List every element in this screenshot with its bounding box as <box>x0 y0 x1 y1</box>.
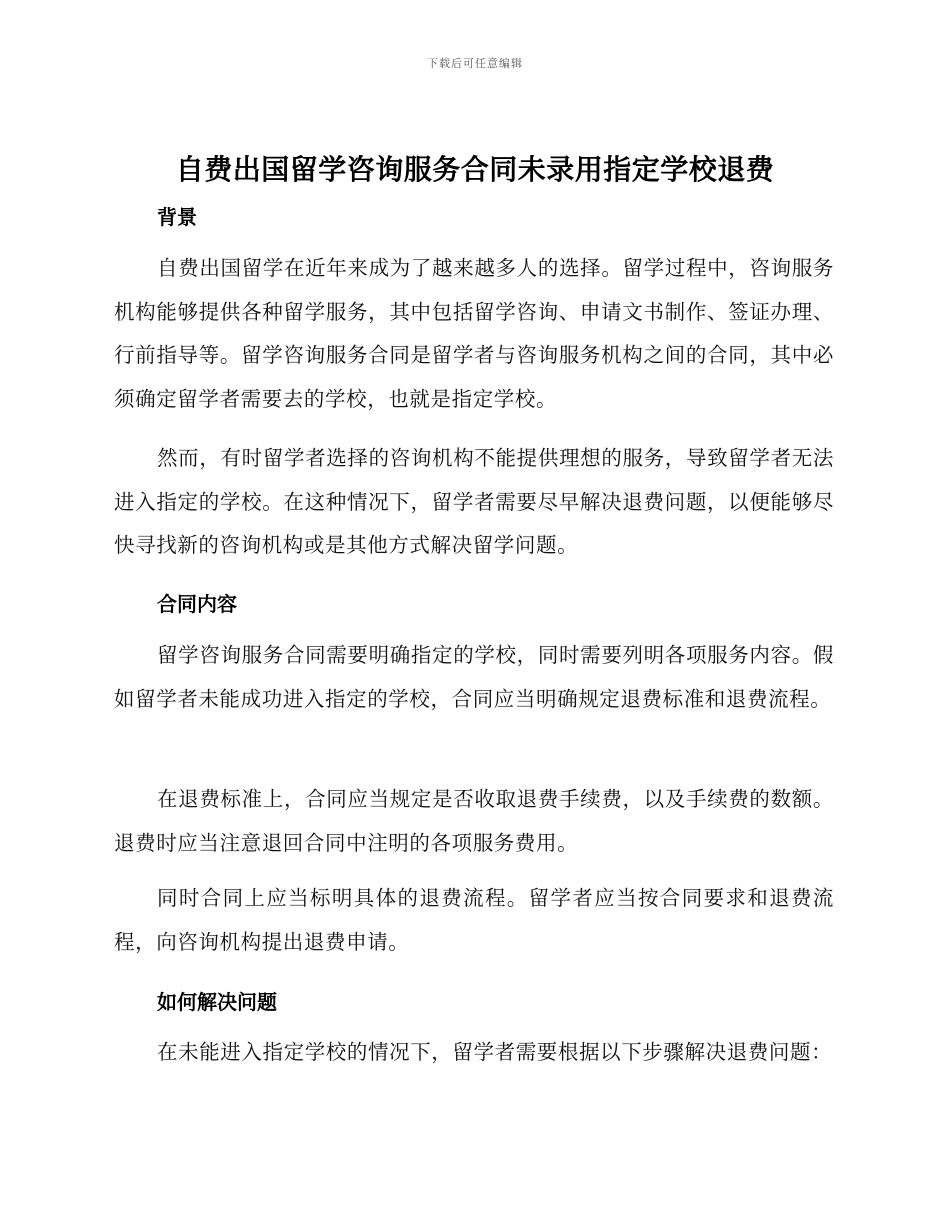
section-heading-contract: 合同内容 <box>157 592 237 616</box>
paragraph-contract-2: 在退费标准上，合同应当规定是否收取退费手续费，以及手续费的数额。退费时应当注意退回合同中注明的各项服务费用。 <box>114 787 834 855</box>
paragraph-background-1: 自费出国留学在近年来成为了越来越多人的选择。留学过程中，咨询服务机构能够提供各种留学服务，其中包括留学咨询、申请文书制作、签证办理、行前指导等。留学咨询服务合同是留学者与咨询服务机构之间的合同，其中必须确定留学者需要去的学校，也就是指定学校。 <box>114 256 834 411</box>
section-heading-solution: 如何解决问题 <box>157 990 277 1014</box>
section-heading-background: 背景 <box>157 205 197 229</box>
paragraph-background-2: 然而，有时留学者选择的咨询机构不能提供理想的服务，导致留学者无法进入指定的学校。在这种情况下，留学者需要尽早解决退费问题，以便能够尽快寻找新的咨询机构或是其他方式解决留学问题。 <box>114 446 834 557</box>
paragraph-contract-1: 留学咨询服务合同需要明确指定的学校，同时需要列明各项服务内容。假如留学者未能成功进入指定的学校，合同应当明确规定退费标准和退费流程。 <box>114 643 834 711</box>
paragraph-solution-1: 在未能进入指定学校的情况下，留学者需要根据以下步骤解决退费问题： <box>157 1040 833 1064</box>
document-title: 自费出国留学咨询服务合同未录用指定学校退费 <box>175 153 775 186</box>
header-note: 下载后可任意编辑 <box>427 57 523 70</box>
paragraph-contract-3: 同时合同上应当标明具体的退费流程。留学者应当按合同要求和退费流程，向咨询机构提出退费申请。 <box>114 886 834 954</box>
